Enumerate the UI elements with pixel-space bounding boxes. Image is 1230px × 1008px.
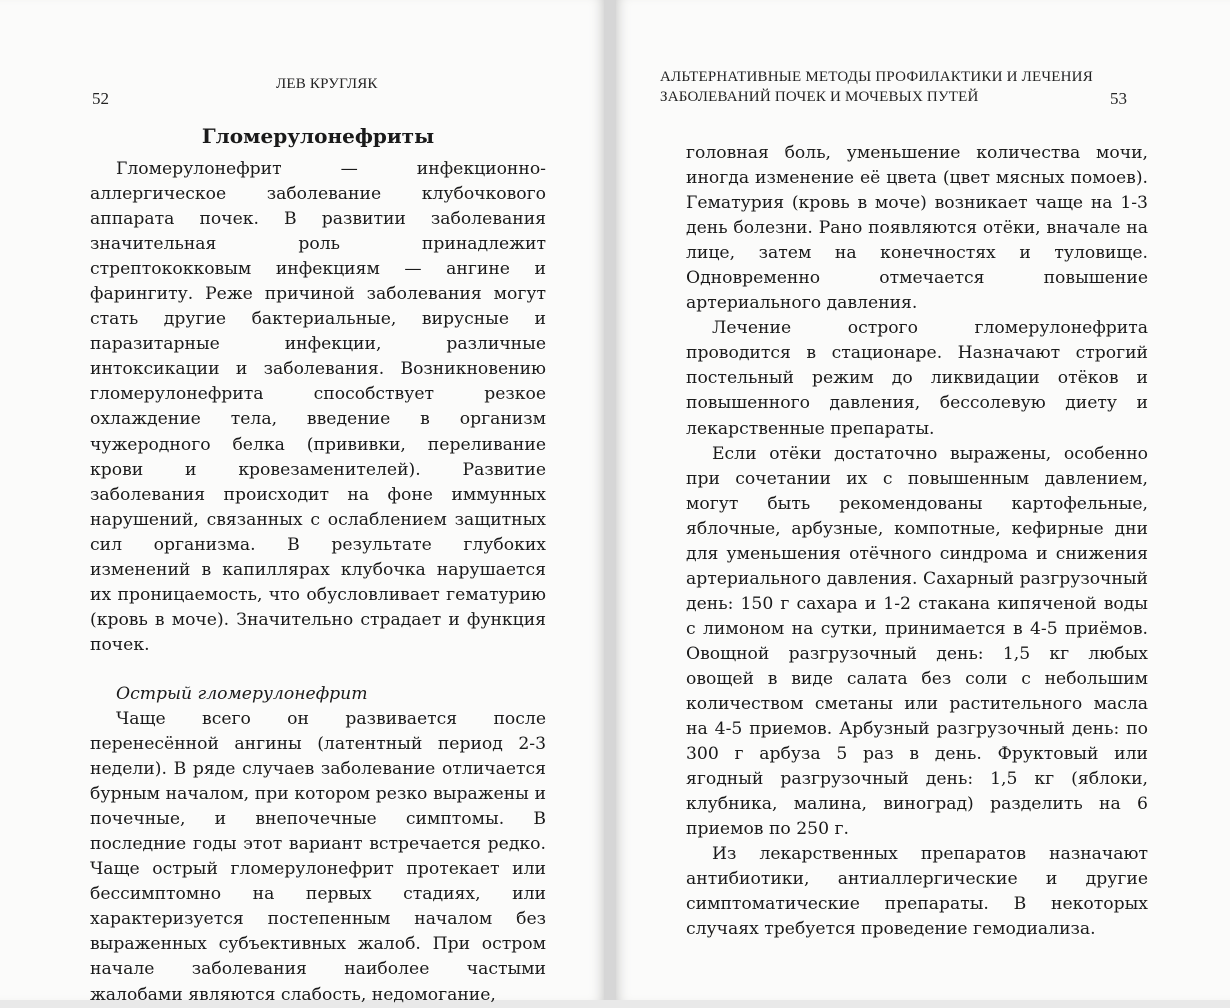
right-paragraph-3: Если отёки достаточно выражены, особенно при сочетании их с повышенным давлением, могут быть рекомендованы картофельные, яблочные, арбузные, компотные, кефирные дни для уменьшения отёчного синдрома и снижения артериального давления. Сахарный разгрузочный день: 150 г сахара и 1-2 стакана кипяченой воды с лимоном на сутки, принимается в 4-5 приёмов. Овощной разгрузочный день: 1,5 кг любых овощей в виде салата без соли с небольшим количеством сметаны или растительного масла на 4-5 приемов. Арбузный разгрузочный день: по 300 г арбуза 5 раз в день. Фруктовый или ягодный разгрузочный день: 1,5 кг (яблоки, клубника, малина, виноград) разделить на 6 приемов по 250 г.: [686, 443, 1148, 840]
right-column: [686, 141, 1148, 943]
right-paragraph-4: Из лекарственных препаратов назначают антибиотики, антиаллергические и другие симптоматические препараты. В некоторых случаях требуется проведение гемодиализа.: [686, 844, 1148, 940]
left-page-number: 52: [92, 89, 109, 108]
subheading: Острый гломерулонефрит: [116, 683, 368, 704]
section-title: Гломерулонефриты: [201, 124, 435, 148]
left-paragraph-intro: Гломерулонефрит — инфекционно-аллергическое заболевание клубочкового аппарата почек. В развитии заболевания значительная роль принадлежит стрептококковым инфекциям — ангине и фарингиту. Реже причиной заболевания могут стать другие бактериальные, вирусные и паразитарные инфекции, различные интоксикации и заболевания. Возникновению гломерулонефрита способствует резкое охлаждение тела, введение в организм чужеродного белка (прививки, переливание крови и кровезаменителей). Развитие заболевания происходит на фоне иммунных нарушений, связанных с ослаблением защитных сил организма. В результате глубоких изменений в капиллярах клубочка нарушается их проницаемость, что обусловливает гематурию (кровь в моче). Значительно страдает и функция почек.: [90, 159, 546, 655]
right-running-head-line1: АЛЬТЕРНАТИВНЫЕ МЕТОДЫ ПРОФИЛАКТИКИ И ЛЕЧЕНИЯ: [660, 69, 1093, 85]
right-running-head-line2: ЗАБОЛЕВАНИЙ ПОЧЕК И МОЧЕВЫХ ПУТЕЙ: [660, 89, 979, 105]
book-gutter: [604, 0, 616, 1000]
right-page-number: 53: [1110, 89, 1127, 108]
left-running-head: ЛЕВ КРУГЛЯК: [276, 76, 378, 92]
right-paragraph-2: Лечение острого гломерулонефрита проводится в стационаре. Назначают строгий постельный режим до ликвидации отёков и повышенного давления, бессолевую диету и лекарственные препараты.: [686, 318, 1148, 439]
left-column: [90, 157, 546, 1008]
left-paragraph-2: Чаще всего он развивается после перенесённой ангины (латентный период 2-3 недели). В ряде случаев заболевание отличается бурным началом, при котором резко выражены и почечные, и внепочечные симптомы. В последние годы этот вариант встречается редко. Чаще острый гломерулонефрит протекает или бессимптомно на первых стадиях, или характеризуется постепенным началом без выраженных субъективных жалоб. При остром начале заболевания наиболее частыми жалобами являются слабость, недомогание,: [90, 708, 546, 1005]
right-paragraph-1: головная боль, уменьшение количества мочи, иногда изменение её цвета (цвет мясных помоев). Гематурия (кровь в моче) возникает чаще на 1-3 день болезни. Рано появляются отёки, вначале на лице, затем на конечностях и туловище. Одновременно отмечается повышение артериального давления.: [686, 143, 1148, 314]
